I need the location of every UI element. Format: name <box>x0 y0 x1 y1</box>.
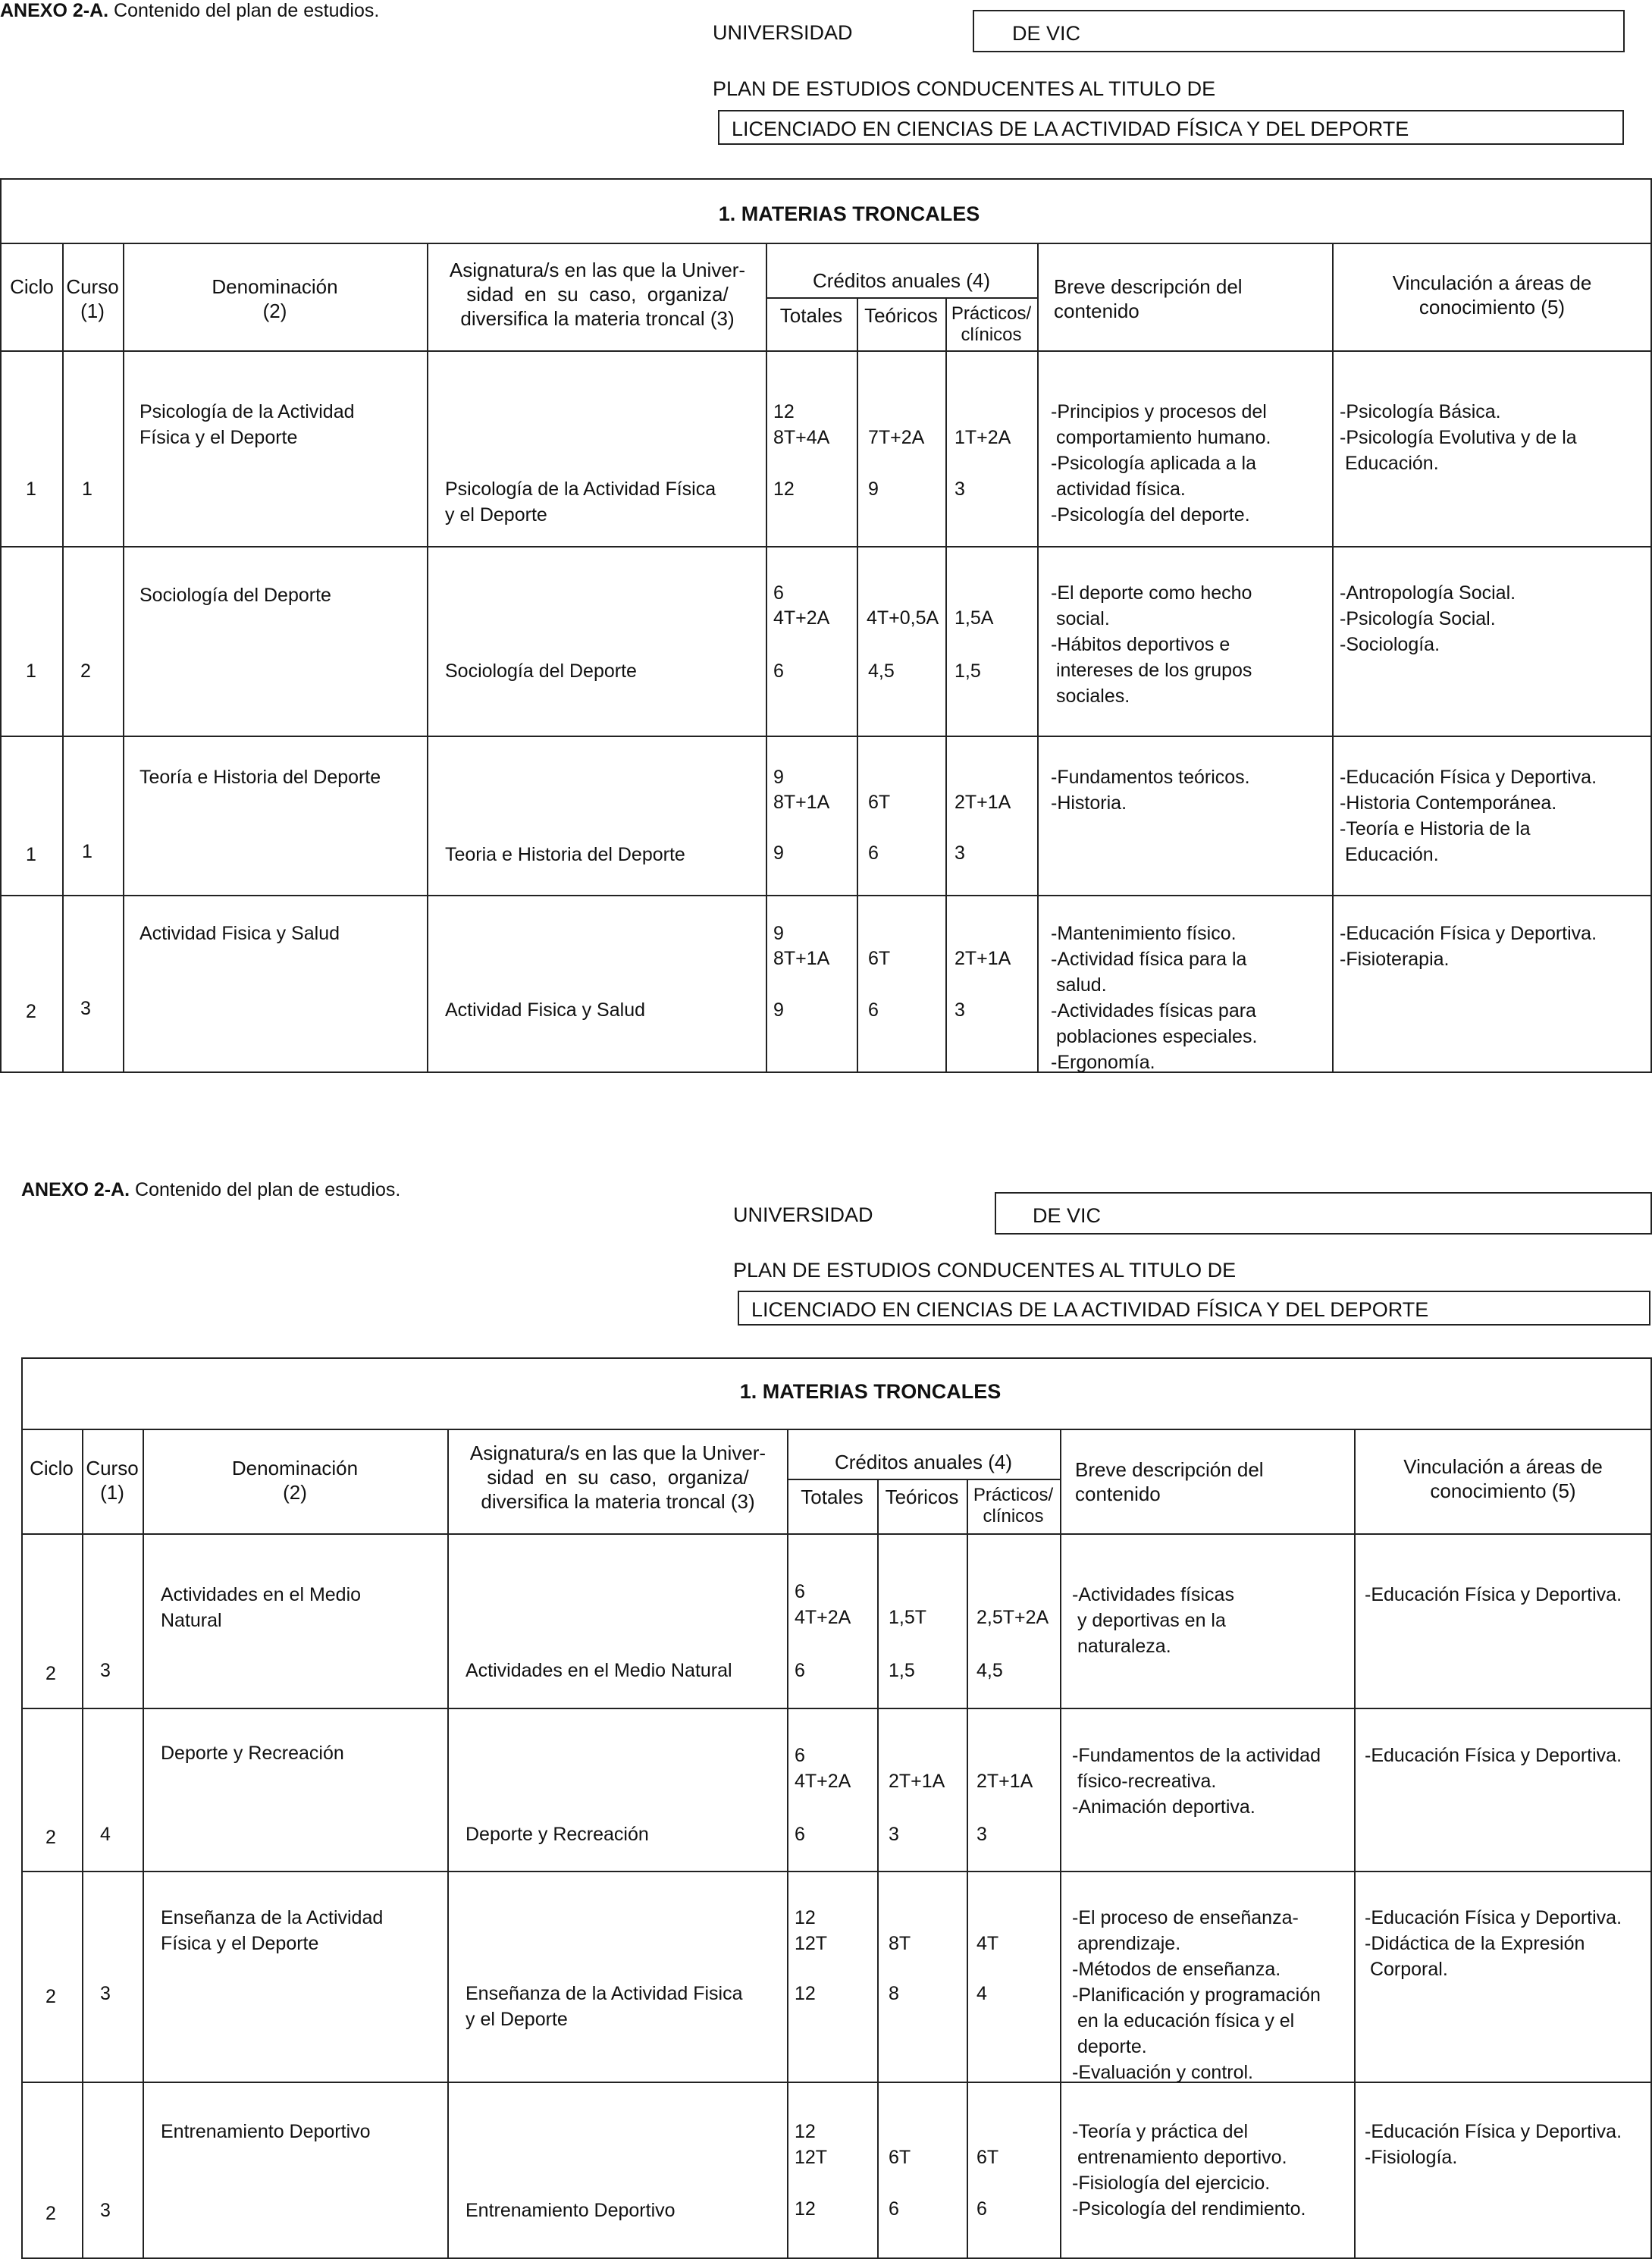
divider <box>0 736 1652 737</box>
descripcion-cell: -El proceso de enseñanza- aprendizaje. -Métodos de enseñanza. -Planificación y programación en la educación física y el deporte. -Evaluación y control. <box>1072 1907 1321 2083</box>
vinculacion-cell: -Educación Física y Deportiva. -Historia Contemporánea. -Teoría e Historia de la Educación. <box>1340 767 1597 865</box>
totales-cell: 6 <box>795 1745 805 1766</box>
teoricos-cell: 2T+1A <box>889 1771 945 1792</box>
ciclo-cell: 2 <box>26 1001 36 1022</box>
totales-cell: 4T+2A <box>795 1607 851 1628</box>
totales-cell: 12 <box>795 2121 816 2142</box>
university-value: DE VIC <box>973 10 1625 52</box>
section-title: 1. MATERIAS TRONCALES <box>718 202 980 225</box>
teoricos-cell: 6T <box>868 792 891 813</box>
page-1 <box>0 0 1652 1077</box>
ciclo-cell: 1 <box>26 844 36 865</box>
practicos-cell: 2T+1A <box>955 948 1011 969</box>
totales-cell: 4T+2A <box>773 607 830 629</box>
teoricos-cell: 1,5 <box>889 1660 915 1681</box>
divider <box>787 1429 788 2259</box>
vinculacion-cell: -Educación Física y Deportiva. -Fisiología. <box>1365 2121 1622 2168</box>
totales-cell: 9 <box>773 923 784 944</box>
curso-cell: 2 <box>80 660 91 682</box>
header-curso: Curso (1) <box>86 1457 139 1504</box>
practicos-cell: 3 <box>955 999 965 1021</box>
asignatura-cell: Actividades en el Medio Natural <box>466 1660 732 1681</box>
vinculacion-cell: -Psicología Básica. -Psicología Evolutiva y de la Educación. <box>1340 401 1577 474</box>
annex-text: Contenido del plan de estudios. <box>135 1179 401 1200</box>
totales-cell: 9 <box>773 767 784 788</box>
divider <box>766 297 1037 299</box>
teoricos-cell: 3 <box>889 1824 899 1845</box>
denominacion-cell: Deporte y Recreación <box>161 1743 344 1764</box>
annex-heading <box>21 1179 400 1201</box>
divider <box>766 243 767 1073</box>
practicos-cell: 2T+1A <box>955 792 1011 813</box>
page-2 <box>0 1175 1652 2259</box>
vinculacion-cell: -Educación Física y Deportiva. <box>1365 1745 1622 1766</box>
header-teoricos: Teóricos <box>885 1486 959 1508</box>
teoricos-cell: 4,5 <box>868 660 895 682</box>
divider <box>1060 1429 1061 2259</box>
header-practicos: Prácticos/ clínicos <box>951 303 1032 345</box>
totales-cell: 9 <box>773 999 784 1021</box>
teoricos-cell: 6T <box>868 948 891 969</box>
header-practicos: Prácticos/ clínicos <box>973 1485 1054 1526</box>
denominacion-cell: Psicología de la Actividad Física y el Deporte <box>139 401 355 448</box>
curso-cell: 1 <box>82 841 92 862</box>
header-asignatura: Asignatura/s en las que la Univer- sidad en su caso, organiza/ diversifica la materia troncal (3) <box>449 259 746 330</box>
degree-title: LICENCIADO EN CIENCIAS DE LA ACTIVIDAD FÍSICA Y DEL DEPORTE <box>738 1291 1650 1326</box>
asignatura-cell: Sociología del Deporte <box>445 660 637 682</box>
header-totales: Totales <box>779 304 843 327</box>
curso-cell: 3 <box>80 998 91 1019</box>
teoricos-cell: 9 <box>868 478 879 500</box>
descripcion-cell: -Fundamentos de la actividad físico-recreativa. -Animación deportiva. <box>1072 1745 1321 1818</box>
asignatura-cell: Deporte y Recreación <box>466 1824 649 1845</box>
totales-cell: 6 <box>773 660 784 682</box>
totales-cell: 12 <box>795 2198 816 2220</box>
totales-cell: 12 <box>795 1983 816 2004</box>
totales-cell: 12 <box>795 1907 816 1928</box>
ciclo-cell: 2 <box>45 1827 56 1848</box>
divider <box>447 1429 449 2259</box>
header-denominacion: Denominación (2) <box>231 1457 359 1504</box>
descripcion-cell: -Principios y procesos del comportamiento humano. -Psicología aplicada a la actividad física. -Psicología del deporte. <box>1051 401 1271 526</box>
denominacion-cell: Teoría e Historia del Deporte <box>139 767 381 788</box>
ciclo-cell: 1 <box>26 478 36 500</box>
teoricos-cell: 1,5T <box>889 1607 927 1628</box>
teoricos-cell: 4T+0,5A <box>867 607 939 629</box>
asignatura-cell: Enseñanza de la Actividad Fisica y el Deporte <box>466 1983 743 2030</box>
annex-label: ANEXO 2-A. <box>21 1179 130 1200</box>
descripcion-cell: -Teoría y práctica del entrenamiento deportivo. -Fisiología del ejercicio. -Psicología del rendimiento. <box>1072 2121 1306 2220</box>
header-asignatura: Asignatura/s en las que la Univer- sidad en su caso, organiza/ diversifica la materia troncal (3) <box>469 1442 766 1513</box>
vinculacion-cell: -Educación Física y Deportiva. -Didáctica de la Expresión Corporal. <box>1365 1907 1622 1980</box>
totales-cell: 12T <box>795 2147 828 2168</box>
divider <box>967 1479 968 2259</box>
practicos-cell: 4T <box>976 1933 999 1954</box>
practicos-cell: 6T <box>976 2147 999 2168</box>
curso-cell: 1 <box>82 478 92 500</box>
teoricos-cell: 8T <box>889 1933 911 1954</box>
ciclo-cell: 1 <box>26 660 36 682</box>
divider <box>0 895 1652 896</box>
divider <box>82 1429 83 2259</box>
header-vinculacion: Vinculación a áreas de conocimiento (5) <box>1392 271 1592 318</box>
divider <box>21 1708 1652 1709</box>
descripcion-cell: -Fundamentos teóricos. -Historia. <box>1051 767 1250 814</box>
totales-cell: 6 <box>795 1824 805 1845</box>
divider <box>21 1533 1652 1535</box>
totales-cell: 12T <box>795 1933 828 1954</box>
totales-cell: 4T+2A <box>795 1771 851 1792</box>
curso-cell: 3 <box>100 1983 111 2004</box>
curso-cell: 4 <box>100 1824 111 1845</box>
header-teoricos: Teóricos <box>864 304 938 327</box>
totales-cell: 6 <box>795 1581 805 1602</box>
divider <box>21 1871 1652 1872</box>
practicos-cell: 4 <box>976 1983 987 2004</box>
divider <box>877 1479 879 2259</box>
vinculacion-cell: -Educación Física y Deportiva. -Fisioterapia. <box>1340 923 1597 970</box>
header-curso: Curso (1) <box>66 275 119 322</box>
section-title: 1. MATERIAS TRONCALES <box>739 1380 1002 1403</box>
practicos-cell: 6 <box>976 2198 987 2220</box>
denominacion-cell: Enseñanza de la Actividad Física y el Deporte <box>161 1907 384 1954</box>
teoricos-cell: 8 <box>889 1983 899 2004</box>
totales-cell: 8T+1A <box>773 948 830 969</box>
practicos-cell: 2,5T+2A <box>976 1607 1049 1628</box>
teoricos-cell: 6 <box>868 842 879 864</box>
totales-cell: 12 <box>773 478 795 500</box>
practicos-cell: 2T+1A <box>976 1771 1033 1792</box>
divider <box>21 1429 1652 1430</box>
teoricos-cell: 6 <box>868 999 879 1021</box>
header-totales: Totales <box>801 1486 864 1508</box>
ciclo-cell: 2 <box>45 1663 56 1684</box>
divider <box>123 243 124 1073</box>
totales-cell: 6 <box>773 582 784 604</box>
divider <box>427 243 428 1073</box>
header-descripcion: Breve descripción del contenido <box>1054 275 1243 322</box>
header-creditos: Créditos anuales (4) <box>834 1451 1013 1473</box>
header-creditos: Créditos anuales (4) <box>812 269 991 292</box>
practicos-cell: 3 <box>976 1824 987 1845</box>
ciclo-cell: 2 <box>45 2203 56 2224</box>
divider <box>1354 1429 1356 2259</box>
practicos-cell: 1T+2A <box>955 427 1011 448</box>
divider <box>62 243 64 1073</box>
divider <box>0 546 1652 547</box>
divider <box>0 243 1652 244</box>
totales-cell: 6 <box>795 1660 805 1681</box>
divider <box>143 1429 144 2259</box>
denominacion-cell: Actividad Fisica y Salud <box>139 923 340 944</box>
descripcion-cell: -El deporte como hecho social. -Hábitos deportivos e intereses de los grupos sociales. <box>1051 582 1252 707</box>
curso-cell: 3 <box>100 1660 111 1681</box>
practicos-cell: 4,5 <box>976 1660 1003 1681</box>
teoricos-cell: 6 <box>889 2198 899 2220</box>
practicos-cell: 1,5A <box>955 607 994 629</box>
totales-cell: 9 <box>773 842 784 864</box>
university-label: UNIVERSIDAD <box>713 21 853 44</box>
header-ciclo: Ciclo <box>30 1457 74 1479</box>
asignatura-cell: Entrenamiento Deportivo <box>466 2200 676 2221</box>
practicos-cell: 3 <box>955 478 965 500</box>
university-label: UNIVERSIDAD <box>733 1203 873 1226</box>
descripcion-cell: -Mantenimiento físico. -Actividad física para la salud. -Actividades físicas para poblaciones especiales. -Ergonomía. <box>1051 923 1258 1073</box>
header-descripcion: Breve descripción del contenido <box>1075 1458 1264 1505</box>
divider <box>945 297 947 1073</box>
asignatura-cell: Teoria e Historia del Deporte <box>445 844 685 865</box>
divider <box>0 350 1652 352</box>
totales-cell: 8T+4A <box>773 427 830 448</box>
teoricos-cell: 7T+2A <box>868 427 925 448</box>
asignatura-cell: Actividad Fisica y Salud <box>445 999 646 1021</box>
annex-text: Contenido del plan de estudios. <box>114 0 380 21</box>
divider <box>1332 243 1334 1073</box>
totales-cell: 12 <box>773 401 795 422</box>
denominacion-cell: Entrenamiento Deportivo <box>161 2121 371 2142</box>
annex-label: ANEXO 2-A. <box>0 0 109 21</box>
divider <box>1037 243 1039 1073</box>
divider <box>787 1479 1060 1480</box>
denominacion-cell: Sociología del Deporte <box>139 585 331 606</box>
asignatura-cell: Psicología de la Actividad Física y el Deporte <box>445 478 716 526</box>
vinculacion-cell: -Educación Física y Deportiva. <box>1365 1584 1622 1605</box>
annex-heading <box>0 0 379 22</box>
teoricos-cell: 6T <box>889 2147 911 2168</box>
divider <box>21 2082 1652 2083</box>
curso-cell: 3 <box>100 2200 111 2221</box>
header-ciclo: Ciclo <box>10 275 54 298</box>
header-denominacion: Denominación (2) <box>212 275 338 322</box>
descripcion-cell: -Actividades físicas y deportivas en la naturaleza. <box>1072 1584 1234 1657</box>
university-value: DE VIC <box>995 1192 1652 1235</box>
practicos-cell: 1,5 <box>955 660 981 682</box>
plan-label: PLAN DE ESTUDIOS CONDUCENTES AL TITULO DE <box>733 1259 1237 1282</box>
divider <box>857 297 858 1073</box>
plan-label: PLAN DE ESTUDIOS CONDUCENTES AL TITULO DE <box>713 77 1216 100</box>
degree-title: LICENCIADO EN CIENCIAS DE LA ACTIVIDAD FÍSICA Y DEL DEPORTE <box>718 110 1624 145</box>
totales-cell: 8T+1A <box>773 792 830 813</box>
denominacion-cell: Actividades en el Medio Natural <box>161 1584 362 1631</box>
practicos-cell: 3 <box>955 842 965 864</box>
vinculacion-cell: -Antropología Social. -Psicología Social. -Sociología. <box>1340 582 1516 655</box>
ciclo-cell: 2 <box>45 1986 56 2007</box>
header-vinculacion: Vinculación a áreas de conocimiento (5) <box>1403 1455 1603 1502</box>
